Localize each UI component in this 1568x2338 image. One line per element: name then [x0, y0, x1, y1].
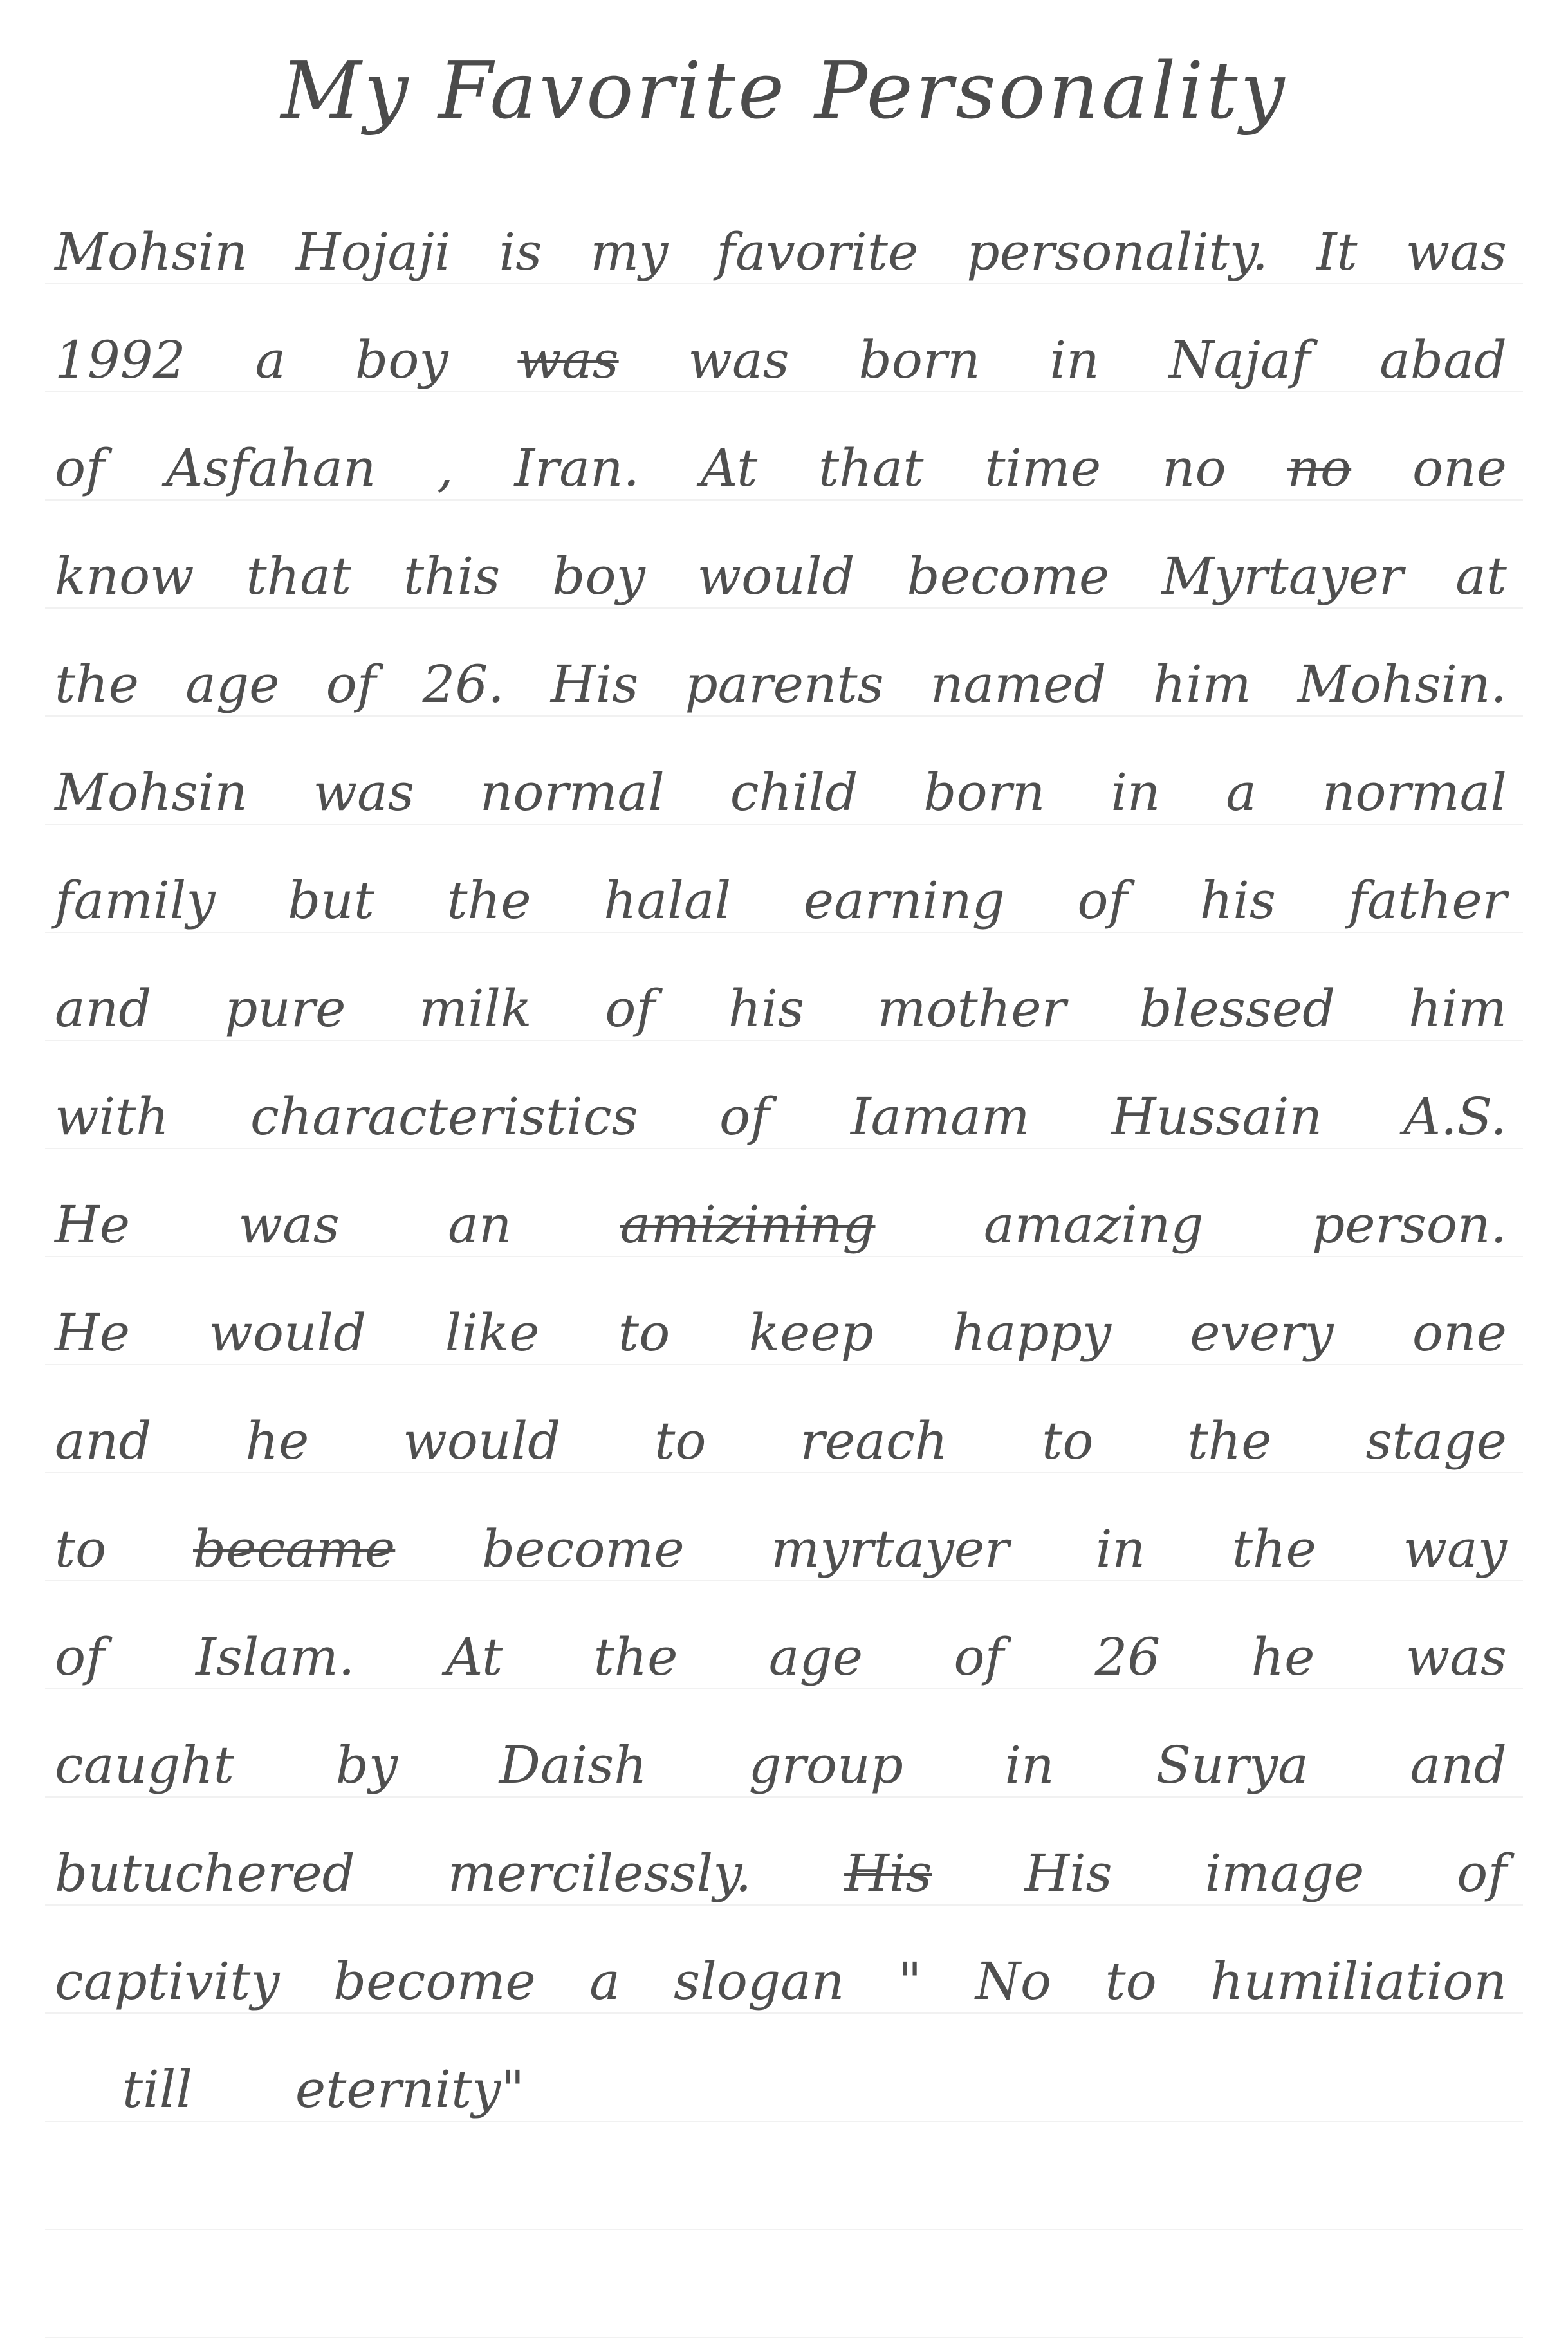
text-line — [55, 762, 1507, 822]
word: image — [1204, 1843, 1365, 1903]
word: his — [1199, 870, 1276, 930]
word: that — [818, 438, 924, 498]
ruled-line — [45, 607, 1523, 609]
word: time — [984, 438, 1102, 498]
word: abad — [1379, 330, 1507, 390]
word: a — [255, 330, 286, 390]
word: captivity — [55, 1951, 280, 2011]
struck-word: no — [1287, 438, 1352, 498]
word: Hojaji — [295, 222, 451, 282]
word: blessed — [1139, 979, 1336, 1038]
ruled-line — [45, 1688, 1523, 1689]
word: At — [445, 1627, 503, 1687]
text-line — [55, 1735, 1507, 1795]
word: born — [858, 330, 981, 390]
word: age — [185, 654, 280, 714]
word: of — [954, 1627, 1004, 1687]
text-line — [55, 1843, 1507, 1903]
word: the — [1187, 1411, 1272, 1471]
word: Mohsin. — [1297, 654, 1507, 714]
word: the — [447, 870, 531, 930]
word: , — [437, 438, 454, 498]
text-line — [55, 1519, 1507, 1579]
word: was — [1405, 222, 1507, 282]
word: but — [288, 870, 374, 930]
word: At — [700, 438, 758, 498]
text-line — [55, 330, 1507, 390]
page-title: My Favorite Personality — [281, 45, 1287, 136]
word: way — [1403, 1519, 1507, 1579]
text-line — [55, 222, 1507, 282]
word: family — [55, 870, 216, 930]
word: in — [1049, 330, 1100, 390]
text-line — [55, 1951, 1507, 2011]
word: become — [333, 1951, 536, 2011]
ruled-line — [45, 1256, 1523, 1257]
word: with — [55, 1087, 169, 1146]
word: caught — [55, 1735, 234, 1795]
word: would — [208, 1303, 367, 1363]
word: keep — [748, 1303, 874, 1363]
word: the — [55, 654, 140, 714]
text-line — [55, 979, 1507, 1038]
word: His — [1024, 1843, 1112, 1903]
word: he — [1251, 1627, 1315, 1687]
word: his — [728, 979, 804, 1038]
word: humiliation — [1210, 1951, 1507, 2011]
word: was — [1405, 1627, 1507, 1687]
word: child — [730, 762, 858, 822]
word: earning — [803, 870, 1005, 930]
text-line — [55, 1411, 1507, 1471]
word: Mohsin — [55, 762, 248, 822]
word: happy — [952, 1303, 1112, 1363]
word: to — [1105, 1951, 1157, 2011]
word: 26 — [1094, 1627, 1161, 1687]
struck-word: amizining — [620, 1195, 876, 1255]
word: the — [593, 1627, 678, 1687]
word: and — [55, 1411, 152, 1471]
word: Islam. — [196, 1627, 355, 1687]
word: personality. — [966, 222, 1268, 282]
word: of — [1077, 870, 1128, 930]
word: mercilessly. — [447, 1843, 752, 1903]
word: this — [403, 546, 501, 606]
word: know — [55, 546, 194, 606]
word: in — [1096, 1519, 1146, 1579]
word: amazing — [983, 1195, 1204, 1255]
text-line — [55, 1627, 1507, 1687]
word: of — [1457, 1843, 1507, 1903]
word: He — [55, 1195, 131, 1255]
word: " — [898, 1951, 922, 2011]
struck-word: was — [517, 330, 619, 390]
text-line — [55, 870, 1507, 930]
ruled-line — [45, 283, 1523, 284]
word: Surya — [1156, 1735, 1309, 1795]
word: no — [1162, 438, 1226, 498]
ruled-line — [45, 1148, 1523, 1149]
word: boy — [355, 330, 448, 390]
word: of — [55, 438, 105, 498]
text-line — [122, 2059, 524, 2119]
word: slogan — [674, 1951, 845, 2011]
word: he — [245, 1411, 309, 1471]
word: would — [697, 546, 855, 606]
word: Myrtayer — [1161, 546, 1404, 606]
word: by — [335, 1735, 398, 1795]
text-line — [55, 1195, 1507, 1255]
word: to — [1042, 1411, 1094, 1471]
word: was — [313, 762, 414, 822]
word: 26. — [422, 654, 504, 714]
word: normal — [479, 762, 665, 822]
word: of — [605, 979, 656, 1038]
word: to — [654, 1411, 706, 1471]
ruled-line — [45, 1364, 1523, 1365]
word: boy — [552, 546, 645, 606]
word: He — [55, 1303, 131, 1363]
text-line — [55, 1087, 1507, 1146]
ruled-line — [45, 2012, 1523, 2014]
word: a — [1226, 762, 1257, 822]
word: become — [481, 1519, 685, 1579]
word: to — [618, 1303, 670, 1363]
ruled-line — [45, 2121, 1523, 2122]
word: pure — [225, 979, 346, 1038]
word: Asfahan — [165, 438, 376, 498]
word: become — [907, 546, 1110, 606]
word: of — [55, 1627, 105, 1687]
word: characteristics — [250, 1087, 638, 1146]
text-line — [55, 654, 1507, 714]
ruled-line — [45, 2229, 1523, 2230]
word: reach — [800, 1411, 948, 1471]
ruled-line — [45, 715, 1523, 717]
word: a — [589, 1951, 620, 2011]
struck-word: became — [193, 1519, 396, 1579]
word: was — [238, 1195, 340, 1255]
word: an — [448, 1195, 512, 1255]
word: mother — [877, 979, 1066, 1038]
text-line — [55, 546, 1507, 606]
word: till — [122, 2059, 192, 2119]
ruled-line — [45, 932, 1523, 933]
word: of — [719, 1087, 770, 1146]
word: person. — [1312, 1195, 1507, 1255]
word: group — [748, 1735, 903, 1795]
word: Najaf — [1168, 330, 1311, 390]
word: would — [403, 1411, 561, 1471]
ruled-line — [45, 1472, 1523, 1473]
word: Iamam — [850, 1087, 1030, 1146]
word: Mohsin — [55, 222, 248, 282]
word: like — [445, 1303, 540, 1363]
word: one — [1412, 438, 1507, 498]
word: and — [1410, 1735, 1507, 1795]
word: Daish — [499, 1735, 647, 1795]
word: is — [499, 222, 542, 282]
word: to — [55, 1519, 107, 1579]
word: born — [923, 762, 1046, 822]
word: normal — [1322, 762, 1507, 822]
ruled-line — [45, 1904, 1523, 1906]
struck-word: His — [844, 1843, 932, 1903]
word: favorite — [716, 222, 919, 282]
word: Hussain — [1111, 1087, 1323, 1146]
word: eternity" — [295, 2059, 525, 2119]
word: in — [1111, 762, 1161, 822]
word: parents — [685, 654, 884, 714]
ruled-line — [45, 391, 1523, 392]
ruled-line — [45, 1580, 1523, 1581]
word: named — [930, 654, 1107, 714]
ruled-line — [45, 824, 1523, 825]
word: him — [1408, 979, 1507, 1038]
ruled-line — [45, 499, 1523, 501]
word: father — [1348, 870, 1507, 930]
word: that — [246, 546, 352, 606]
word: A.S. — [1403, 1087, 1507, 1146]
word: and — [55, 979, 152, 1038]
word: in — [1004, 1735, 1055, 1795]
word: him — [1152, 654, 1251, 714]
word: of — [326, 654, 376, 714]
word: butuchered — [55, 1843, 355, 1903]
text-line — [55, 438, 1507, 498]
word: age — [768, 1627, 863, 1687]
word: the — [1231, 1519, 1316, 1579]
word: my — [590, 222, 669, 282]
word: one — [1412, 1303, 1507, 1363]
ruled-line — [45, 1040, 1523, 1041]
word: halal — [604, 870, 732, 930]
word: was — [688, 330, 789, 390]
word: every — [1190, 1303, 1334, 1363]
ruled-line — [45, 1796, 1523, 1798]
word: No — [975, 1951, 1052, 2011]
word: myrtayer — [771, 1519, 1010, 1579]
word: Iran. — [514, 438, 640, 498]
word: stage — [1365, 1411, 1507, 1471]
word: 1992 — [55, 330, 186, 390]
word: at — [1455, 546, 1507, 606]
text-line — [55, 1303, 1507, 1363]
word: It — [1316, 222, 1358, 282]
word: milk — [419, 979, 532, 1038]
word: His — [550, 654, 639, 714]
